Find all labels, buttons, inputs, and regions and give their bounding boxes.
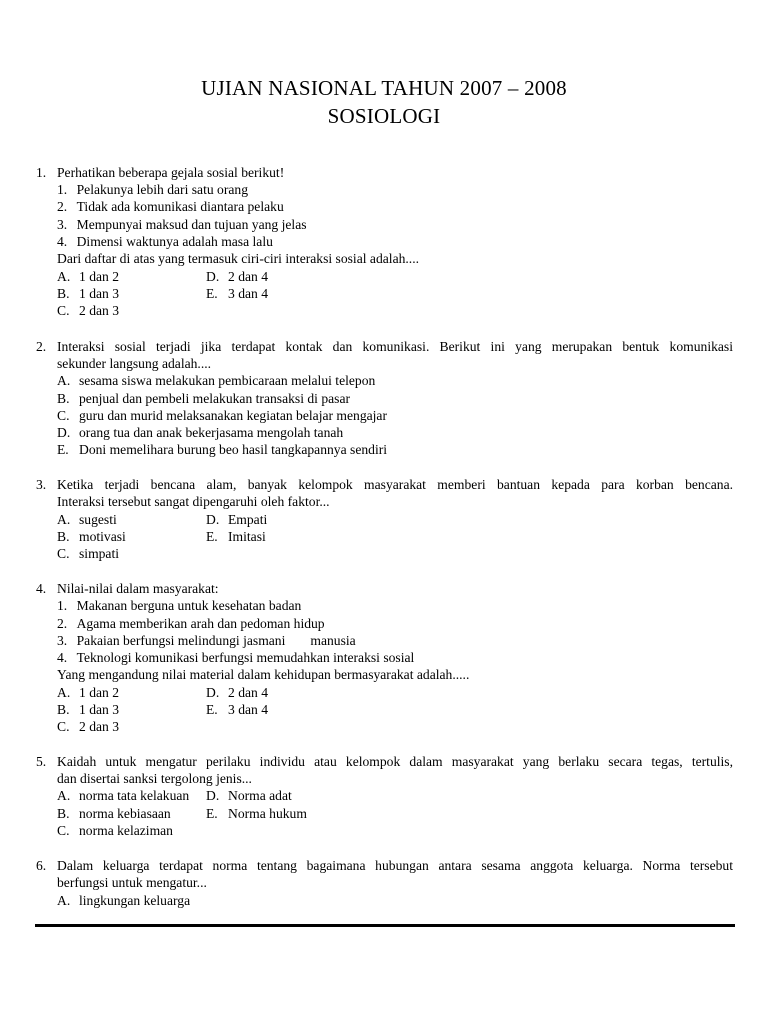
list-item: 4. Teknologi komunikasi berfungsi memudahkan interaksi sosial	[57, 650, 415, 665]
question-stem: Nilai-nilai dalam masyarakat:	[57, 581, 219, 596]
list-item: 1. Makanan berguna untuk kesehatan badan	[57, 598, 302, 613]
option-e[interactable]: E. 3 dan 4	[206, 701, 269, 717]
question-stem: Interaksi sosial terjadi jika terdapat kontak dan komunikasi. Berikut ini yang merupakan bentuk komunikasi	[57, 339, 733, 354]
question-number: 5.	[36, 754, 47, 769]
list-item: 1. Pelakunya lebih dari satu orang	[57, 182, 248, 197]
option-a[interactable]: A. sugesti	[57, 511, 117, 527]
option-e[interactable]: E. Norma hukum	[206, 805, 307, 821]
option-d[interactable]: D. orang tua dan anak bekerjasama mengolah tanah	[57, 425, 344, 440]
option-a[interactable]: A. sesama siswa melakukan pembicaraan melalui telepon	[57, 373, 376, 388]
list-item: 3. Pakaian berfungsi melindungi jasmani manusia	[57, 632, 356, 648]
option-b[interactable]: B. norma kebiasaan	[57, 805, 171, 821]
list-item: 2. Tidak ada komunikasi diantara pelaku	[57, 199, 284, 214]
list-item: 4. Dimensi waktunya adalah masa lalu	[57, 234, 273, 249]
list-item: 2. Agama memberikan arah dan pedoman hidup	[57, 615, 325, 631]
option-a[interactable]: A. norma tata kelakuan	[57, 788, 190, 803]
question-stem: Perhatikan beberapa gejala sosial berikut!	[57, 165, 285, 180]
option-b[interactable]: B. 1 dan 3	[57, 701, 120, 717]
option-a[interactable]: A. lingkungan keluarga	[57, 892, 191, 908]
option-c[interactable]: C. guru dan murid melaksanakan kegiatan belajar mengajar	[57, 407, 387, 423]
option-a[interactable]: A. 1 dan 2	[57, 684, 120, 700]
question-prompt: Dari daftar di atas yang termasuk ciri-ciri interaksi sosial adalah....	[57, 251, 419, 266]
option-b[interactable]: B. 1 dan 3	[57, 286, 120, 301]
option-e[interactable]: E. Doni memelihara burung beo hasil tangkapannya sendiri	[57, 442, 388, 457]
option-c[interactable]: C. 2 dan 3	[57, 303, 120, 318]
option-e[interactable]: E. 3 dan 4	[206, 286, 269, 301]
option-d[interactable]: D. Empati	[206, 511, 268, 527]
question-stem: Dalam keluarga terdapat norma tentang bagaimana hubungan antara sesama anggota keluarga. Norma tersebut	[57, 858, 733, 873]
question-stem: dan disertai sanksi tergolong jenis...	[57, 771, 252, 786]
question-stem: Kaidah untuk mengatur perilaku individu atau kelompok dalam masyarakat yang berlaku secara tegas, tertulis,	[57, 754, 733, 769]
question-number: 6.	[36, 858, 47, 873]
page-divider	[35, 924, 735, 927]
question-number: 2.	[36, 339, 47, 354]
question-number: 3.	[36, 477, 47, 492]
exam-subject: SOSIOLOGI	[327, 104, 441, 128]
option-c[interactable]: C. norma kelaziman	[57, 822, 173, 838]
option-a[interactable]: A. 1 dan 2	[57, 268, 120, 284]
exam-title: UJIAN NASIONAL TAHUN 2007 – 2008	[201, 76, 567, 100]
option-d[interactable]: D. 2 dan 4	[206, 684, 269, 700]
question-prompt: Yang mengandung nilai material dalam kehidupan bermasyarakat adalah.....	[57, 667, 470, 682]
option-c[interactable]: C. 2 dan 3	[57, 719, 120, 734]
question-stem: berfungsi untuk mengatur...	[57, 875, 207, 890]
option-e[interactable]: E. Imitasi	[206, 528, 266, 544]
question-number: 4.	[36, 581, 47, 596]
question-stem: sekunder langsung adalah....	[57, 356, 212, 371]
option-c[interactable]: C. simpati	[57, 546, 120, 561]
question-number: 1.	[36, 165, 47, 180]
question-stem: Interaksi tersebut sangat dipengaruhi oleh faktor...	[57, 494, 330, 509]
option-d[interactable]: D. 2 dan 4	[206, 268, 269, 284]
option-b[interactable]: B. motivasi	[57, 528, 126, 544]
option-b[interactable]: B. penjual dan pembeli melakukan transaksi di pasar	[57, 390, 351, 406]
question-stem: Ketika terjadi bencana alam, banyak kelompok masyarakat memberi bantuan kepada para korban bencana.	[57, 477, 733, 492]
list-item: 3. Mempunyai maksud dan tujuan yang jelas	[57, 216, 307, 232]
option-d[interactable]: D. Norma adat	[206, 788, 292, 803]
